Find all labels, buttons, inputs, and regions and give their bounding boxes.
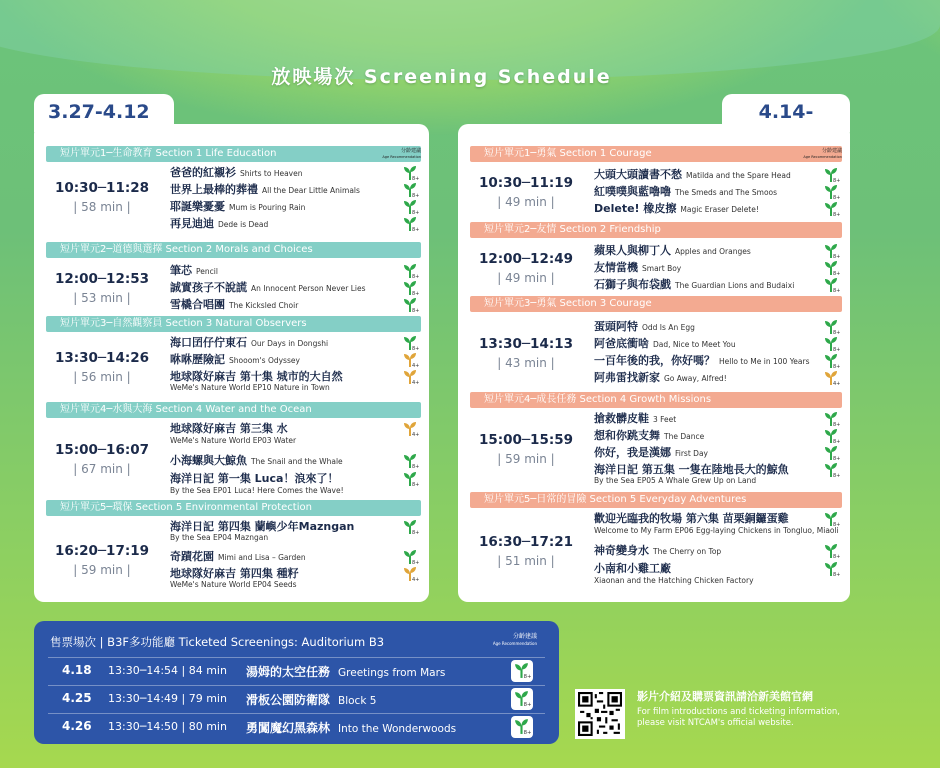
date-range-left: 3.27-4.12 (34, 94, 174, 132)
svg-text:8+: 8+ (833, 422, 841, 428)
ticket-film-en: Greetings from Mars (338, 667, 446, 679)
screening-time: 12:00─12:53 (54, 271, 150, 287)
film-title-zh: 筆芯 (170, 263, 192, 277)
film-title-en: Hello to Me in 100 Years (719, 357, 810, 366)
age-label-zh: 分齡建議 (400, 148, 421, 154)
film-title (594, 168, 814, 183)
film-title-zh: 奇蹟花園 (170, 550, 214, 563)
film-title (170, 353, 393, 368)
film-title (170, 567, 393, 581)
svg-text:8+: 8+ (833, 572, 841, 578)
age-8-sprout-icon (824, 353, 841, 370)
film-title (170, 550, 393, 565)
film-title-zh: 阿爸底衝啥 (594, 337, 649, 350)
film-title (170, 422, 393, 436)
svg-text:8+: 8+ (833, 347, 841, 353)
film-title-zh: 友情當機 (594, 260, 638, 274)
svg-text:8+: 8+ (833, 270, 841, 277)
film-title-zh: 爸爸的紅襯衫 (170, 166, 236, 179)
film-title (594, 185, 814, 200)
age-4-sprout-icon (403, 421, 420, 438)
film-title-en: Dede is Dead (218, 220, 269, 229)
age-8-sprout-icon (824, 319, 841, 336)
ticketed-row (48, 713, 545, 739)
film-subtitle-en: By the Sea EP05 A Whale Grew Up on Land (594, 476, 757, 485)
film-title-zh: 石獅子與布袋戲 (594, 277, 671, 291)
svg-text:8+: 8+ (833, 330, 841, 336)
age-8-sprout-icon (511, 716, 533, 738)
film-title-zh: 地球隊好麻吉 第四集 種籽 (170, 567, 299, 580)
age-8-sprout-icon (824, 201, 841, 218)
program-section (458, 492, 850, 594)
ticket-date: 4.26 (62, 719, 92, 733)
film-title-zh: 海口囝仔佇東石 (170, 336, 247, 349)
film-title-zh: 世界上最棒的葬禮 (170, 183, 258, 196)
age-8-sprout-icon (403, 519, 420, 536)
film-title (594, 429, 814, 444)
film-title (594, 446, 814, 461)
age-8-sprout-icon (824, 411, 841, 428)
svg-text:8+: 8+ (523, 729, 532, 736)
film-title-en: An Innocent Person Never Lies (251, 283, 366, 293)
film-title-zh: 海洋日記 第五集 一隻在陸地長大的鯨魚 (594, 463, 789, 476)
film-title-zh: Delete! 橡皮擦 (594, 201, 677, 215)
film-title (594, 278, 814, 293)
film-title (594, 412, 814, 427)
info-text: 影片介紹及購票資訊請洽新美館官網 For film introductions and ticketing information, please visit NTCAM's official website. (637, 690, 840, 728)
screening-duration: | 58 min | (73, 200, 131, 214)
film-title-zh: 海洋日記 第四集 蘭嶼少年Mazngan (170, 520, 355, 533)
section-header: 短片單元4─成長任務 Section 4 Growth Missions (470, 392, 842, 408)
page-title: 放映場次 Screening Schedule (271, 66, 612, 88)
film-title (170, 370, 393, 384)
screening-duration: | 51 min | (497, 554, 555, 568)
svg-text:4+: 4+ (412, 577, 420, 583)
age-recommendation-label: 分齡建議 Age Recommendation (492, 633, 537, 646)
film-title-en: First Day (675, 449, 708, 458)
svg-text:8+: 8+ (833, 177, 841, 184)
age-8-sprout-icon (403, 335, 420, 352)
film-title-en: Go Away, Alfred! (664, 374, 727, 383)
film-title-en: Magic Eraser Delete! (680, 204, 759, 214)
svg-text:8+: 8+ (833, 211, 841, 218)
film-title-en: Matilda and the Spare Head (686, 170, 791, 180)
svg-text:4+: 4+ (412, 432, 420, 438)
svg-text:8+: 8+ (412, 227, 420, 233)
section-header: 短片單元5─日常的冒險 Section 5 Everyday Adventures (470, 492, 842, 508)
film-title-en: Mimi and Lisa – Garden (218, 553, 306, 562)
film-title-zh: 海洋日記 第一集 Luca！浪來了！ (170, 472, 339, 485)
screening-duration: | 49 min | (497, 195, 555, 209)
film-title (594, 512, 814, 526)
age-label-en: Age Recommendation (382, 155, 421, 159)
film-title-en: Odd Is An Egg (642, 323, 695, 332)
film-title (170, 281, 393, 296)
screening-time: 12:00─12:49 (478, 251, 574, 267)
age-8-sprout-icon (824, 260, 841, 277)
svg-text:8+: 8+ (833, 473, 841, 479)
age-8-sprout-icon (403, 471, 420, 488)
film-title-en: Pencil (196, 266, 218, 276)
film-title-en: Dad, Nice to Meet You (653, 340, 736, 349)
film-title-zh: 耶誕樂憂憂 (170, 200, 225, 213)
screening-duration: | 49 min | (497, 271, 555, 285)
age-8-sprout-icon (511, 688, 533, 710)
svg-text:8+: 8+ (412, 307, 420, 314)
film-title-zh: 紅噗噗與藍嚕嚕 (594, 184, 671, 198)
film-title-en: The Snail and the Whale (251, 457, 343, 466)
svg-text:4+: 4+ (833, 381, 841, 387)
age-8-sprout-icon (403, 199, 420, 216)
film-title (594, 244, 814, 259)
film-title-zh: 大頭大頭讀書不愁 (594, 167, 682, 181)
film-title-en: 3 Feet (653, 415, 677, 424)
film-subtitle-en: WeMe's Nature World EP10 Nature in Town (170, 383, 330, 392)
age-label-en: Age Recommendation (803, 155, 842, 159)
age-4-sprout-icon (824, 370, 841, 387)
film-title (170, 217, 393, 232)
ticket-time: 13:30─14:54 | 84 min (108, 664, 227, 677)
section-header: 短片單元4─水與大海 Section 4 Water and the Ocean (46, 402, 421, 418)
film-title-en: The Cherry on Top (653, 547, 722, 556)
svg-text:8+: 8+ (523, 673, 532, 680)
age-8-sprout-icon (403, 549, 420, 566)
film-subtitle-en: Welcome to My Farm EP06 Egg-laying Chickens in Tongluo, Miaoli (594, 526, 839, 535)
age-8-sprout-icon (824, 511, 841, 528)
age-4-sprout-icon (403, 369, 420, 386)
ticket-time: 13:30─14:50 | 80 min (108, 720, 227, 733)
film-subtitle-en: WeMe's Nature World EP04 Seeds (170, 580, 297, 589)
film-title (594, 463, 814, 477)
program-section (34, 242, 429, 318)
screening-time: 10:30─11:19 (478, 175, 574, 191)
age-4-sprout-icon (403, 352, 420, 369)
film-title-zh: 蘋果人與柳丁人 (594, 243, 671, 257)
age-8-sprout-icon (403, 263, 420, 280)
age-8-sprout-icon (824, 184, 841, 201)
svg-text:8+: 8+ (833, 287, 841, 294)
film-subtitle-en: Xiaonan and the Hatching Chicken Factory (594, 576, 754, 585)
film-title-zh: 地球隊好麻吉 第三集 水 (170, 422, 288, 435)
film-title-zh: 阿弗雷找新家 (594, 371, 660, 384)
section-header: 短片單元3─自然觀察員 Section 3 Natural Observers (46, 316, 421, 332)
section-header: 短片單元1─勇氣 Section 1 Courage (470, 146, 842, 162)
film-title-zh: 神奇變身水 (594, 544, 649, 557)
qr-code-icon (578, 692, 622, 736)
age-8-sprout-icon (824, 336, 841, 353)
schedule-card-left (34, 124, 429, 602)
svg-text:8+: 8+ (523, 701, 532, 708)
film-subtitle-en: By the Sea EP01 Luca! Here Comes the Wave! (170, 486, 344, 495)
program-section (34, 402, 429, 500)
ticket-film-zh: 勇闖魔幻黑森林 (246, 721, 331, 735)
screening-time: 16:20─17:19 (54, 543, 150, 559)
section-header: 短片單元5─環保 Section 5 Environmental Protection (46, 500, 421, 516)
program-section (458, 146, 850, 222)
svg-text:8+: 8+ (833, 194, 841, 201)
film-title-zh: 搶救髒皮鞋 (594, 412, 649, 425)
film-title (170, 264, 393, 279)
ticket-film-en: Block 5 (338, 695, 377, 707)
screening-time: 16:30─17:21 (478, 534, 574, 550)
film-title-zh: 蛋頭阿特 (594, 320, 638, 333)
age-8-sprout-icon (403, 280, 420, 297)
program-section (34, 316, 429, 402)
film-title-zh: 你好，我是漢娜 (594, 446, 671, 459)
film-title-en: The Smeds and The Smoos (675, 187, 778, 197)
age-8-sprout-icon (824, 462, 841, 479)
section-header: 短片單元1─生命教育 Section 1 Life Education (46, 146, 421, 162)
film-title-en: The Dance (664, 432, 705, 441)
svg-text:8+: 8+ (833, 439, 841, 445)
film-title-zh: 再見迪迪 (170, 217, 214, 230)
film-title (594, 261, 814, 276)
film-title-zh: 誠實孩子不說謊 (170, 280, 247, 294)
ticket-film-en: Into the Wonderwoods (338, 723, 457, 735)
screening-duration: | 56 min | (73, 370, 131, 384)
film-title (170, 166, 393, 181)
film-title (170, 454, 393, 469)
film-title-zh: 雪橇合唱團 (170, 297, 225, 311)
ticket-film-zh: 滑板公園防衛隊 (246, 693, 331, 707)
screening-duration: | 59 min | (497, 452, 555, 466)
film-title (170, 200, 393, 215)
film-title (594, 371, 814, 386)
ticket-date: 4.25 (62, 691, 92, 705)
schedule-card-right (458, 124, 850, 602)
screening-duration: | 59 min | (73, 563, 131, 577)
film-title-zh: 地球隊好麻吉 第十集 城市的大自然 (170, 370, 343, 383)
film-title-zh: 小海螺與大鯨魚 (170, 454, 247, 467)
svg-text:8+: 8+ (412, 464, 420, 470)
ticket-film-title (246, 691, 376, 708)
film-title-en: Shooom's Odyssey (229, 356, 300, 365)
film-title (170, 472, 393, 486)
svg-text:8+: 8+ (412, 193, 420, 199)
program-section (34, 500, 429, 604)
svg-text:8+: 8+ (833, 522, 841, 528)
film-title (170, 183, 393, 198)
svg-text:8+: 8+ (412, 176, 420, 182)
program-section (34, 146, 429, 232)
age-8-sprout-icon (824, 428, 841, 445)
svg-text:8+: 8+ (412, 560, 420, 566)
svg-text:8+: 8+ (412, 482, 420, 488)
age-8-sprout-icon (824, 243, 841, 260)
ticket-time: 13:30─14:49 | 79 min (108, 692, 227, 705)
ticket-film-zh: 湯姆的太空任務 (246, 665, 331, 679)
age-recommendation-label (382, 148, 421, 160)
screening-time: 15:00─16:07 (54, 442, 150, 458)
svg-text:8+: 8+ (412, 530, 420, 536)
age-8-sprout-icon (403, 297, 420, 314)
age-8-sprout-icon (824, 277, 841, 294)
film-title (170, 520, 393, 534)
screening-duration: | 43 min | (497, 356, 555, 370)
section-header: 短片單元2─友情 Section 2 Friendship (470, 222, 842, 238)
age-8-sprout-icon (403, 453, 420, 470)
film-title-en: Apples and Oranges (675, 246, 751, 256)
film-subtitle-en: By the Sea EP04 Mazngan (170, 533, 269, 542)
svg-text:8+: 8+ (412, 290, 420, 297)
ticket-date: 4.18 (62, 663, 92, 677)
film-title-zh: 想和你跳支舞 (594, 429, 660, 442)
svg-text:8+: 8+ (833, 456, 841, 462)
svg-text:8+: 8+ (833, 253, 841, 260)
ticketed-screenings-panel (34, 621, 559, 744)
qr-code[interactable] (575, 689, 625, 739)
svg-text:8+: 8+ (412, 210, 420, 216)
film-title (170, 298, 393, 313)
film-title-en: All the Dear Little Animals (262, 186, 360, 195)
film-title-en: The Kicksled Choir (229, 300, 299, 310)
program-section (458, 392, 850, 490)
film-title (594, 337, 814, 352)
age-8-sprout-icon (824, 561, 841, 578)
svg-text:4+: 4+ (412, 380, 420, 386)
film-title-zh: 咻咻歷險記 (170, 353, 225, 366)
screening-time: 13:30─14:13 (478, 336, 574, 352)
screening-time: 10:30─11:28 (54, 180, 150, 196)
age-8-sprout-icon (403, 216, 420, 233)
age-label-zh: 分齡建議 (821, 148, 842, 154)
film-title-zh: 小南和小雞工廠 (594, 562, 671, 575)
film-title (594, 562, 814, 576)
svg-text:8+: 8+ (833, 364, 841, 370)
age-8-sprout-icon (824, 167, 841, 184)
film-title-en: Smart Boy (642, 263, 682, 273)
ticket-film-title (246, 719, 456, 736)
section-header: 短片單元2─道德與選擇 Section 2 Morals and Choices (46, 242, 421, 258)
ticketed-heading: 售票場次 | B3F多功能廳 Ticketed Screenings: Auditorium B3 (50, 635, 385, 649)
svg-text:8+: 8+ (833, 554, 841, 560)
film-title (594, 320, 814, 335)
age-8-sprout-icon (824, 543, 841, 560)
film-title (594, 354, 814, 369)
age-8-sprout-icon (824, 445, 841, 462)
svg-text:8+: 8+ (412, 346, 420, 352)
film-title-en: The Guardian Lions and Budaixi (675, 280, 795, 290)
screening-duration: | 67 min | (73, 462, 131, 476)
age-recommendation-label (803, 148, 842, 160)
age-8-sprout-icon (403, 182, 420, 199)
age-8-sprout-icon (403, 165, 420, 182)
film-title (594, 202, 814, 217)
screening-duration: | 53 min | (73, 291, 131, 305)
film-title-zh: 一百年後的我，你好嗎？ (594, 354, 715, 367)
film-title-en: Our Days in Dongshi (251, 339, 329, 348)
film-title-zh: 歡迎光臨我的牧場 第六集 苗栗銅鑼蛋雞 (594, 512, 789, 525)
svg-text:4+: 4+ (412, 363, 420, 369)
ticketed-row (48, 657, 545, 683)
film-subtitle-en: WeMe's Nature World EP03 Water (170, 436, 297, 445)
date-range-right: 4.14- (722, 94, 850, 132)
screening-time: 13:30─14:26 (54, 350, 150, 366)
age-4-sprout-icon (403, 566, 420, 583)
film-title (594, 544, 814, 559)
section-header: 短片單元3─勇氣 Section 3 Courage (470, 296, 842, 312)
film-title (170, 336, 393, 351)
svg-text:8+: 8+ (412, 273, 420, 280)
program-section (458, 222, 850, 298)
film-title-en: Shirts to Heaven (240, 169, 303, 178)
ticketed-row (48, 685, 545, 711)
screening-time: 15:00─15:59 (478, 432, 574, 448)
film-title-en: Mum is Pouring Rain (229, 203, 306, 212)
age-8-sprout-icon (511, 660, 533, 682)
ticket-film-title (246, 663, 445, 680)
program-section (458, 296, 850, 394)
